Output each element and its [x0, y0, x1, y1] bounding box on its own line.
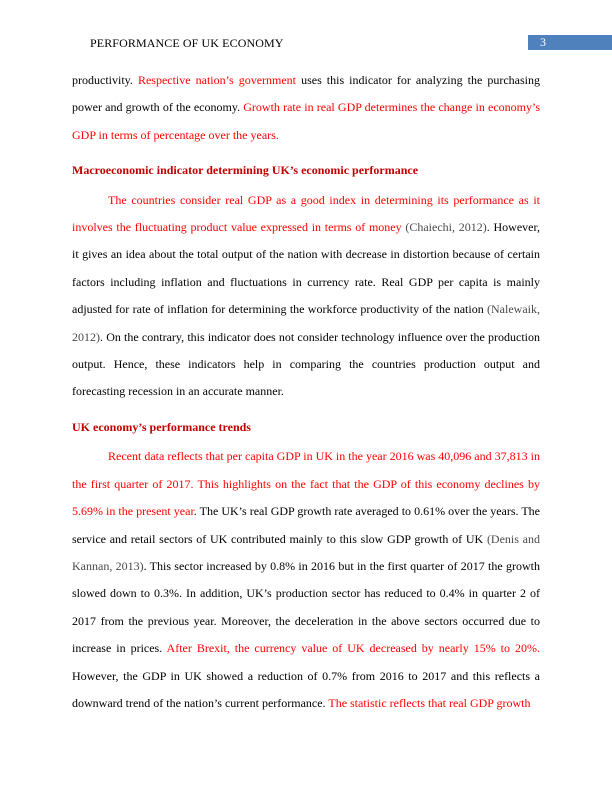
document-body — [72, 67, 540, 717]
citation: (Nalewaik, 2012) — [72, 302, 540, 344]
citation: (Chaiechi, 2012) — [405, 220, 487, 235]
text-run: . The UK’s real GDP growth rate averaged to 0.61% over the years. The service and retail sectors of UK contributed mainly to this slow GDP growth of UK — [72, 504, 540, 546]
text-run: . This sector increased by 0.8% in 2016 but in the first quarter of 2017 the growth slowed down to 0.3%. In addition, UK’s production sector has reduced to 0.4% in quarter 2 of 2017 from the previous year. Moreover, the deceleration in the above sectors occurred due to increase in prices. — [72, 558, 540, 656]
paragraph-performance-trends — [72, 443, 540, 717]
highlighted-text: After Brexit, the currency value of UK decreased by nearly 15% to 20%. — [166, 641, 540, 656]
section-heading-performance-trends: UK economy’s performance trends — [72, 419, 251, 434]
text-run: . On the contrary, this indicator does not consider technology influence over the production output. Hence, these indicators help in comparing the countries production output and forecasting recession in an accurate manner. — [72, 329, 540, 399]
text-run: productivity. — [72, 73, 138, 87]
highlighted-text: Growth rate in real GDP determines the change in economy’s GDP in terms of percentage over the years. — [72, 100, 540, 142]
text-run: However, the GDP in UK showed a reduction of 0.7% from 2016 to 2017 and this reflects a downward trend of the nation’s current performance. — [72, 668, 540, 710]
highlighted-text: The countries consider real GDP as a good index in determining its performance as it involves the fluctuating product value expressed in terms of money — [72, 192, 540, 235]
highlighted-text: Recent data reflects that per capita GDP in UK in the year 2016 was 40,096 and 37,813 in the first quarter of 2017. This highlights on the fact that the GDP of this economy declines by 5.69% in the present year — [72, 449, 540, 519]
paragraph-real-gdp — [72, 187, 540, 406]
text-run: uses this indicator for analyzing the purchasing power and growth of the economy. — [72, 73, 540, 115]
highlighted-text: Respective nation’s government — [137, 73, 297, 87]
text-run: . However, it gives an idea about the total output of the nation with decrease in distortion because of certain factors including inflation and fluctuations in currency rate. Real GDP per capita is mainly adjusted for rate of inflation for determining the workforce productivity of the nation — [72, 220, 540, 317]
page-number: 3 — [528, 35, 612, 50]
paragraph-productivity — [72, 67, 540, 149]
citation: (Denis and Kannan, 2013) — [72, 531, 540, 573]
highlighted-text: The statistic reflects that real GDP growth — [328, 695, 531, 710]
section-heading-macroeconomic-indicator: Macroeconomic indicator determining UK’s economic performance — [72, 163, 419, 178]
running-head: PERFORMANCE OF UK ECONOMY — [90, 36, 284, 50]
